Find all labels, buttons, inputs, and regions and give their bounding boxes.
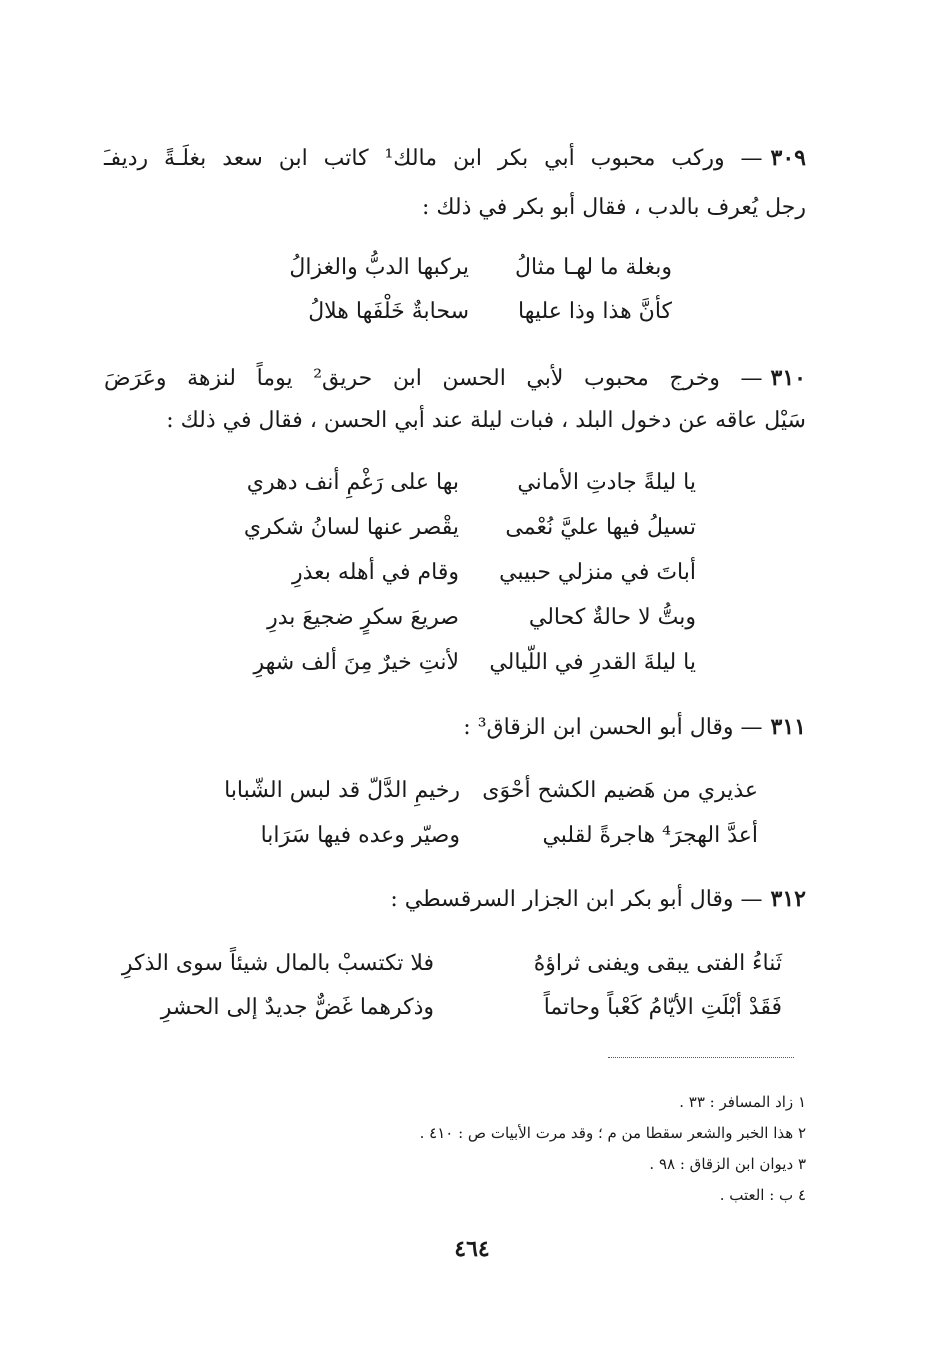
entry-310-line-2: سَيْل عاقه عن دخول البلد ، فبات ليلة عند أبي الحسن ، فقال في ذلك :: [166, 408, 806, 433]
verse-311-2-first-hemistich: أعدَّ الهجرَ⁴ هاجرةً لقلبي: [542, 823, 758, 848]
entry-number: ٣١٢: [770, 886, 806, 912]
prose-text: — وقال أبو بكر ابن الجزار السرقسطي :: [390, 887, 763, 912]
verse-310-2-first-hemistich: تسيلُ فيها عليَّ نُعْمى: [505, 515, 696, 540]
verse-310-4-second-hemistich: صريعَ سكرٍ ضجيعَ بدرِ: [267, 605, 459, 630]
verse-312-1-first-hemistich: ثَناءُ الفتى يبقى ويفنى ثراؤهُ: [533, 951, 782, 976]
prose-text: — وخرج محبوب لأبي الحسن ابن حريق² يوماً لنزهة وعَرَضَ: [104, 366, 763, 391]
verse-309-2-first-hemistich: كأنَّ هذا وذا عليها: [518, 299, 672, 324]
verse-309-1-first-hemistich: وبغلة ما لهـا مثالُ: [514, 255, 672, 280]
entry-310-line-1: [104, 363, 806, 394]
entry-number: ٣١٠: [770, 365, 806, 391]
footnote-4: ٤ ب : العتب .: [719, 1186, 806, 1204]
verse-311-2-second-hemistich: وصيّر وعده فيها سَرَابا: [260, 823, 460, 848]
verse-310-1-second-hemistich: بها على رَغْمِ أنف دهري: [246, 470, 459, 495]
entry-309-line-1: [104, 143, 806, 174]
verse-310-5-first-hemistich: يا ليلةَ القدرِ في اللّيالي: [489, 650, 696, 675]
entry-312-line-1: [110, 884, 806, 915]
footnote-2: ٢ هذا الخبر والشعر سقطا من م ؛ وقد مرت الأبيات ص : ٤١٠ .: [419, 1124, 806, 1142]
verse-310-1-first-hemistich: يا ليلةً جادتِ الأماني: [517, 470, 696, 495]
prose-text: — وقال أبو الحسن ابن الزقاق³ :: [463, 715, 763, 740]
verse-310-3-second-hemistich: وقام في أهله بعذرِ: [292, 560, 459, 585]
prose-text: — وركب محبوب أبي بكر ابن مالك¹ كاتب ابن سعد بغلَـةً رديفـَ: [104, 146, 763, 171]
verse-312-2-second-hemistich: وذكرهما غَضٌّ جديدٌ إلى الحشرِ: [160, 995, 434, 1020]
verse-310-2-second-hemistich: يقْصر عنها لسانُ شكري: [243, 515, 459, 540]
verse-310-4-first-hemistich: وبتُّ لا حالةٌ كحالي: [528, 605, 696, 630]
footnote-3: ٣ ديوان ابن الزقاق : ٩٨ .: [649, 1155, 806, 1173]
verse-309-1-second-hemistich: يركبها الدبُّ والغزالُ: [289, 255, 469, 280]
entry-number: ٣٠٩: [770, 145, 806, 171]
footnote-separator: [608, 1057, 794, 1058]
verse-312-2-first-hemistich: فَقَدْ أبْلَتِ الأيّامُ كَعْباً وحاتماً: [543, 995, 782, 1020]
verse-311-1-second-hemistich: رخيمِ الدَّلّ قد لبس الشّبابا: [224, 778, 460, 803]
verse-310-3-first-hemistich: أباتَ في منزلي حبيبي: [499, 560, 696, 585]
entry-number: ٣١١: [770, 714, 806, 740]
entry-309-line-2: رجل يُعرف بالدب ، فقال أبو بكر في ذلك :: [421, 195, 806, 220]
footnote-1: ١ زاد المسافر : ٣٣ .: [679, 1093, 806, 1111]
page-number: ٤٦٤: [454, 1236, 490, 1262]
verse-310-5-second-hemistich: لأنتِ خيرٌ مِنَ ألف شهرِ: [253, 650, 459, 675]
verse-311-1-first-hemistich: عذيري من هَضيم الكشح أحْوَى: [482, 778, 758, 803]
verse-309-2-second-hemistich: سحابةٌ خَلْفَها هلالُ: [308, 299, 469, 324]
entry-311-line-1: [110, 712, 806, 743]
verse-312-1-second-hemistich: فلا تكتسبْ بالمال شيئاً سوى الذكرِ: [121, 951, 434, 976]
